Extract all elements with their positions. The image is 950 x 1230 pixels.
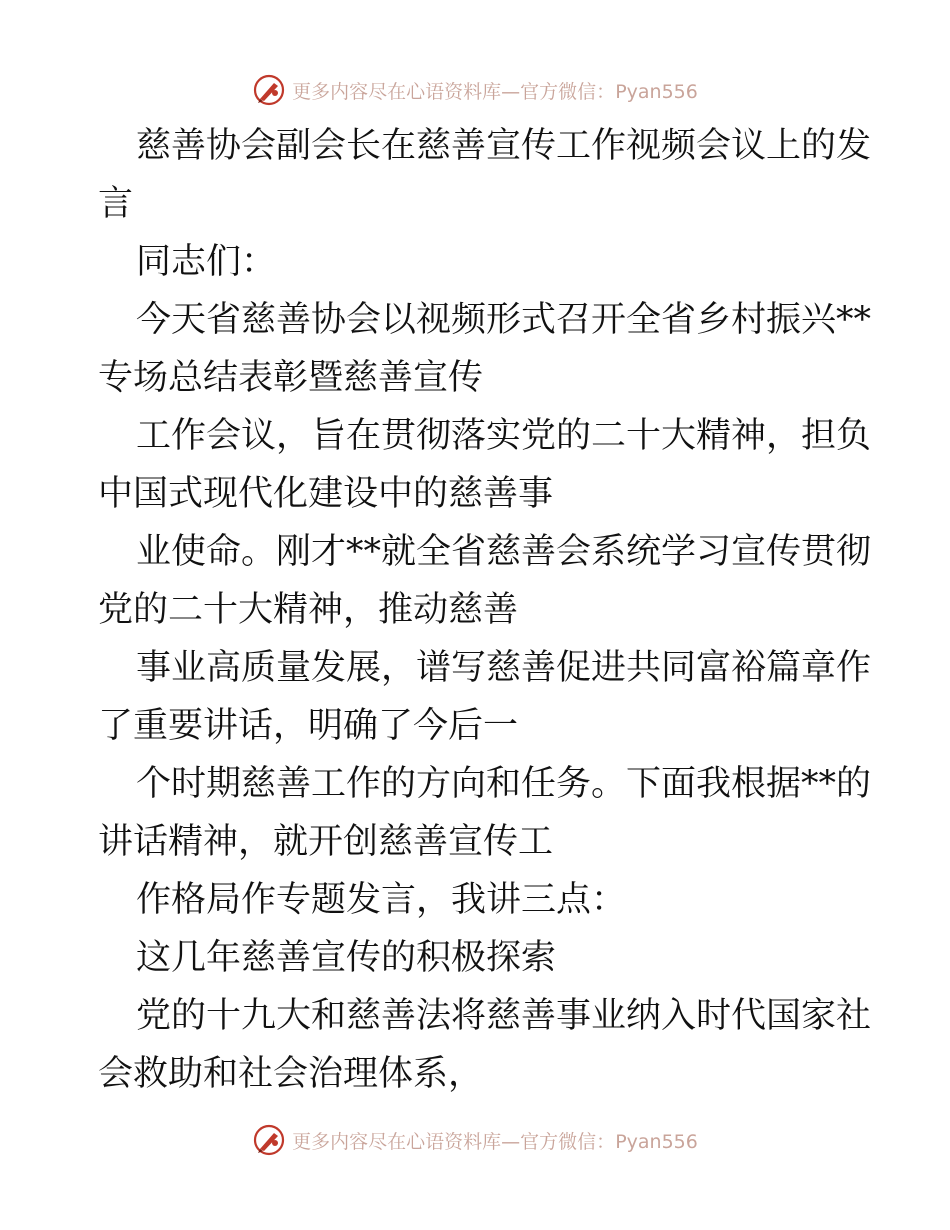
- paragraph-line: 专场总结表彰暨慈善宣传: [98, 358, 484, 398]
- pen-logo-icon: [252, 73, 286, 107]
- watermark-banner-top: [0, 70, 950, 110]
- watermark-dash: —: [501, 1130, 521, 1153]
- watermark-banner-bottom: [0, 1120, 950, 1160]
- paragraph-line: 作格局作专题发言，我讲三点：: [136, 880, 627, 920]
- salutation: 同志们：: [136, 242, 277, 282]
- paragraph-line: 党的十九大和慈善法将慈善事业纳入时代国家社: [136, 996, 872, 1036]
- watermark-text: [292, 77, 698, 104]
- paragraph-line: 党的二十大精神，推动慈善: [98, 590, 519, 630]
- watermark-wechat-id: Pyan556: [615, 80, 698, 103]
- title-line-2: 言: [98, 184, 134, 224]
- paragraph-line: 了重要讲话，明确了今后一: [98, 706, 519, 746]
- watermark-wechat-id: Pyan556: [615, 1130, 698, 1153]
- watermark-wechat-label: 官方微信：: [520, 80, 616, 103]
- watermark-brand: 更多内容尽在心语资料库: [292, 80, 502, 103]
- pen-logo-icon: [252, 1123, 286, 1157]
- paragraph-line: 讲话精神，就开创慈善宣传工: [98, 822, 554, 862]
- title-line-1: 慈善协会副会长在慈善宣传工作视频会议上的发: [136, 126, 872, 166]
- watermark-text: [292, 1127, 698, 1154]
- paragraph-line: 工作会议，旨在贯彻落实党的二十大精神，担负: [136, 416, 872, 456]
- watermark-wechat-label: 官方微信：: [520, 1130, 616, 1153]
- paragraph-line: 个时期慈善工作的方向和任务。下面我根据**的: [136, 764, 872, 804]
- watermark-brand: 更多内容尽在心语资料库: [292, 1130, 502, 1153]
- section-heading: 这几年慈善宣传的积极探索: [136, 938, 557, 978]
- paragraph-line: 会救助和社会治理体系，: [98, 1054, 484, 1094]
- paragraph-line: 业使命。刚才**就全省慈善会系统学习宣传贯彻: [136, 532, 872, 572]
- paragraph-line: 中国式现代化建设中的慈善事: [98, 474, 554, 514]
- watermark-dash: —: [501, 80, 521, 103]
- paragraph-line: 今天省慈善协会以视频形式召开全省乡村振兴**: [136, 300, 872, 340]
- document-body: [98, 117, 872, 1103]
- paragraph-line: 事业高质量发展，谱写慈善促进共同富裕篇章作: [136, 648, 872, 688]
